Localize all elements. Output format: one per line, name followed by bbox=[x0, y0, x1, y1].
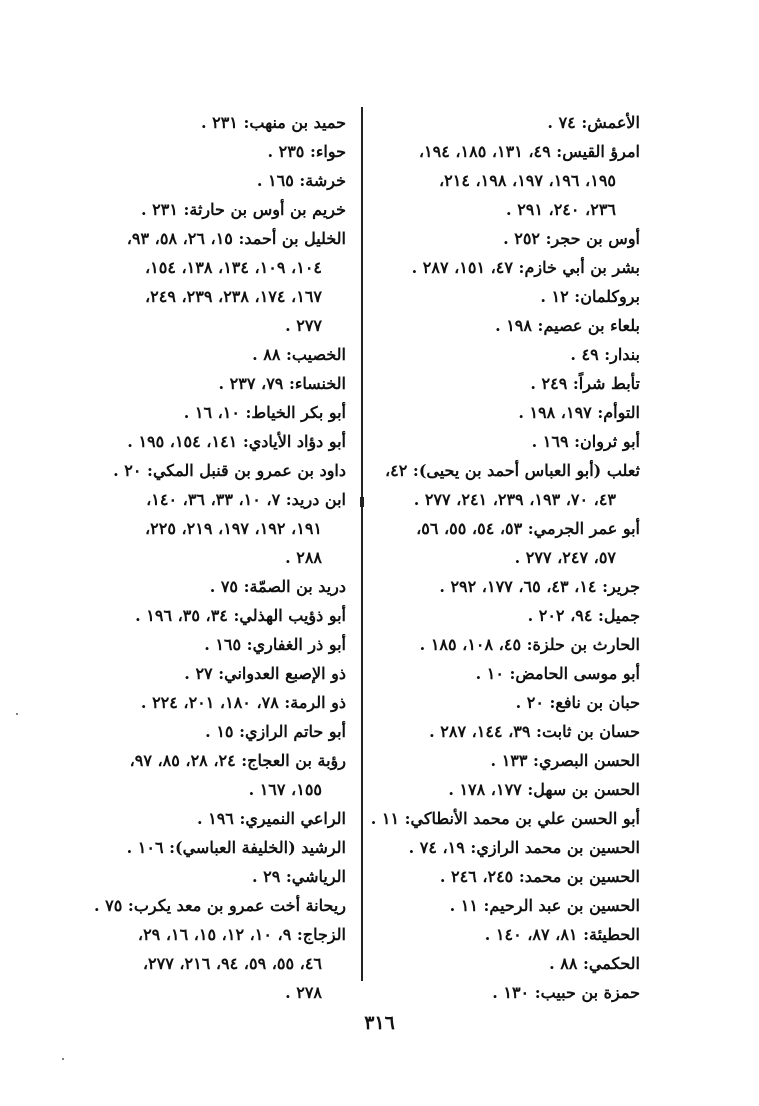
index-entry-continuation: ٢٣٦، ٢٤٠، ٢٩١ . bbox=[506, 200, 616, 219]
index-column-left bbox=[96, 108, 346, 1007]
index-entry-continuation: ٤٦، ٥٥، ٥٩، ٩٤، ٢١٦، ٢٧٧، bbox=[142, 954, 322, 973]
index-entry: حبان بن نافع: ٢٠ . bbox=[515, 693, 640, 712]
index-entry-continuation: ١٩١، ١٩٢، ١٩٧، ٢١٩، ٢٢٥، bbox=[144, 519, 322, 538]
index-entry: الزجاج: ٩، ١٠، ١٢، ١٥، ١٦، ٢٩، bbox=[137, 925, 346, 944]
index-entry: رؤبة بن العجاج: ٢٤، ٢٨، ٨٥، ٩٧، bbox=[129, 751, 346, 770]
index-entry: أوس بن حجر: ٢٥٢ . bbox=[503, 229, 640, 248]
index-entry: الرشيد (الخليفة العباسي): ١٠٦ . bbox=[126, 838, 346, 857]
index-entry-continuation: ١٩٥، ١٩٦، ١٩٧، ١٩٨، ٢١٤، bbox=[438, 171, 616, 190]
index-entry: الأعمش: ٧٤ . bbox=[547, 113, 640, 132]
index-entry: ثعلب (أبو العباس أحمد بن يحيى): ٤٢، bbox=[384, 461, 640, 480]
index-entry: الراعي النميري: ١٩٦ . bbox=[196, 809, 346, 828]
index-entry-continuation: ١٦٧، ١٧٤، ٢٣٨، ٢٣٩، ٢٤٩، bbox=[144, 287, 322, 306]
scan-speck bbox=[16, 713, 18, 715]
index-entry: أبو حاتم الرازي: ١٥ . bbox=[205, 722, 346, 741]
index-entry: الرياشي: ٢٩ . bbox=[251, 867, 346, 886]
index-entry: أبو الحسن علي بن محمد الأنطاكي: ١١ . bbox=[370, 809, 640, 828]
index-entry: حميد بن منهب: ٢٣١ . bbox=[200, 113, 346, 132]
index-entry: أبو موسى الحامض: ١٠ . bbox=[475, 664, 640, 683]
index-entry: الحسن بن سهل: ١٧٧، ١٧٨ . bbox=[448, 780, 640, 799]
index-entry-continuation: ١٠٤، ١٠٩، ١٣٤، ١٣٨، ١٥٤، bbox=[144, 258, 322, 277]
index-entry: دريد بن الصمّة: ٧٥ . bbox=[209, 577, 346, 596]
index-entry: ذو الإصبع العدواني: ٢٧ . bbox=[184, 664, 346, 683]
index-entry: أبو عمر الجرمي: ٥٣، ٥٤، ٥٥، ٥٦، bbox=[416, 519, 640, 538]
index-entry: الحسين بن محمد: ٢٤٥، ٢٤٦ . bbox=[439, 867, 640, 886]
index-entry: خرشة: ١٦٥ . bbox=[256, 171, 346, 190]
index-entry: ريحانة أخت عمرو بن معد يكرب: ٧٥ . bbox=[94, 896, 346, 915]
index-entry: خريم بن أوس بن حارثة: ٢٣١ . bbox=[141, 200, 346, 219]
index-entry-continuation: ٢٨٨ . bbox=[285, 548, 322, 567]
index-entry: تأبط شراً: ٢٤٩ . bbox=[530, 374, 640, 393]
index-entry: حمزة بن حبيب: ١٣٠ . bbox=[492, 983, 640, 1002]
index-entry: التوأم: ١٩٧، ١٩٨ . bbox=[518, 403, 640, 422]
index-entry: ابن دريد: ٧، ١٠، ٣٣، ٣٦، ١٤٠، bbox=[146, 490, 346, 509]
index-entry: بندار: ٤٩ . bbox=[570, 345, 640, 364]
index-entry: الحارث بن حلزة: ٤٥، ١٠٨، ١٨٥ . bbox=[419, 635, 640, 654]
column-divider bbox=[361, 107, 363, 981]
index-entry: الخليل بن أحمد: ١٥، ٢٦، ٥٨، ٩٣، bbox=[126, 229, 346, 248]
index-entry: جرير: ١٤، ٤٣، ٦٥، ١٧٧، ٢٩٢ . bbox=[439, 577, 640, 596]
index-entry: أبو ذر الغفاري: ١٦٥ . bbox=[204, 635, 346, 654]
index-entry: بروكلمان: ١٢ . bbox=[540, 287, 640, 306]
index-entry: أبو بكر الخياط: ١٠، ١٦ . bbox=[183, 403, 346, 422]
index-entry-continuation: ٢٧٧ . bbox=[285, 316, 322, 335]
index-entry-continuation: ٢٧٨ . bbox=[285, 983, 322, 1002]
index-entry: الحطيئة: ٨١، ٨٧، ١٤٠ . bbox=[484, 925, 640, 944]
column-divider-mark bbox=[360, 497, 364, 507]
index-entry: الحسن البصري: ١٣٣ . bbox=[490, 751, 640, 770]
index-entry: بلعاء بن عصيم: ١٩٨ . bbox=[495, 316, 640, 335]
index-entry: ذو الرمة: ٧٨، ١٨٠، ٢٠١، ٢٢٤ . bbox=[140, 693, 346, 712]
index-entry: جميل: ٩٤، ٢٠٢ . bbox=[527, 606, 640, 625]
index-entry: أبو ثروان: ١٦٩ . bbox=[531, 432, 640, 451]
index-entry: امرؤ القيس: ٤٩، ١٣١، ١٨٥، ١٩٤، bbox=[418, 142, 640, 161]
index-entry: الحكمي: ٨٨ . bbox=[549, 954, 640, 973]
index-entry: أبو دؤاد الأيادي: ١٤١، ١٥٤، ١٩٥ . bbox=[127, 432, 346, 451]
index-entry: حسان بن ثابت: ٣٩، ١٤٤، ٢٨٧ . bbox=[429, 722, 640, 741]
index-entry: أبو ذؤيب الهذلي: ٣٤، ٣٥، ١٩٦ . bbox=[135, 606, 346, 625]
index-entry: الحسين بن عبد الرحيم: ١١ . bbox=[449, 896, 640, 915]
index-entry: الخنساء: ٧٩، ٢٣٧ . bbox=[218, 374, 346, 393]
index-entry: بشر بن أبي خازم: ٤٧، ١٥١، ٢٨٧ . bbox=[411, 258, 640, 277]
index-entry: حواء: ٢٣٥ . bbox=[267, 142, 346, 161]
index-entry-continuation: ١٥٥، ١٦٧ . bbox=[248, 780, 322, 799]
index-entry-continuation: ٥٧، ٢٤٧، ٢٧٧ . bbox=[514, 548, 616, 567]
index-entry-continuation: ٤٣، ٧٠، ١٩٣، ٢٣٩، ٢٤١، ٢٧٧ . bbox=[413, 490, 616, 509]
index-entry: داود بن عمرو بن قنبل المكي: ٢٠ . bbox=[113, 461, 346, 480]
index-column-right bbox=[370, 108, 640, 1007]
scan-speck bbox=[62, 1058, 64, 1060]
index-entry: الخصيب: ٨٨ . bbox=[252, 345, 346, 364]
page-number: ٣١٦ bbox=[364, 1012, 395, 1034]
index-entry: الحسين بن محمد الرازي: ١٩، ٧٤ . bbox=[408, 838, 640, 857]
